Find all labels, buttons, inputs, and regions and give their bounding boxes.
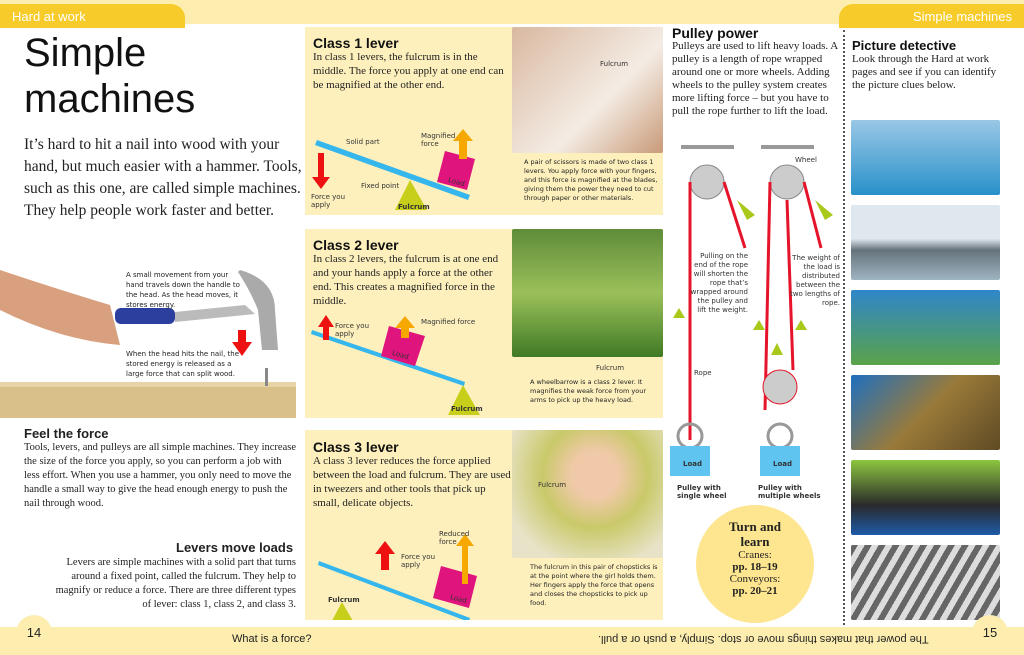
label-fulcrum: Fulcrum: [398, 203, 430, 211]
page-number-left: 14: [16, 615, 52, 651]
clue-photo-4: [851, 375, 1000, 450]
label-force-apply: Force you apply: [335, 322, 370, 338]
label-force-apply: Force you apply: [311, 193, 346, 209]
label-load-1: Load: [683, 460, 703, 468]
label-load-2: Load: [773, 460, 793, 468]
caption-single-wheel: Pulley with single wheel: [677, 484, 727, 500]
class3-heading: Class 3 lever: [313, 439, 399, 455]
title-line-2: machines: [24, 77, 196, 121]
label-fixed-point: Fixed point: [361, 182, 400, 190]
class1-text: In class 1 levers, the fulcrum is in the middle. The force you apply at one end can be magnified at the other end.: [313, 51, 504, 91]
label-force-apply: Force you apply: [401, 553, 436, 569]
hammer-caption-1: A small movement from your hand travels down the handle to the head. As the head moves, it stores energy.: [126, 271, 240, 309]
label-load: Load: [391, 348, 410, 362]
chopsticks-photo: [512, 430, 663, 558]
clue-photo-5: [851, 460, 1000, 535]
clue-photo-1: [851, 120, 1000, 195]
intro-text: It’s hard to hit a nail into wood with your hand, but much easier with a hammer. Tools, such as this one, are called simple machines. They help people work faster and better.: [24, 136, 302, 219]
page-number-right: 15: [972, 615, 1008, 651]
turn-pages-1: pp. 18–19: [732, 561, 778, 573]
turn-label-2: Conveyors:: [729, 573, 781, 585]
label-load: Load: [447, 175, 466, 189]
dotted-divider: [843, 30, 845, 625]
label-wheel: Wheel: [795, 156, 817, 164]
levers-text: Levers are simple machines with a solid part that turns around a fixed point, called the fulcrum. They help to magnify or reduce a force. There are three different types of lever: class 1, class 2, and class 3.: [55, 557, 296, 610]
pulley-text: Pulleys are used to lift heavy loads. A pulley is a length of rope wrapped around one or more wheels. Adding wheels to the pulley system creates more lifting force – but you have to pull the rope further to lift the load.: [672, 40, 838, 117]
feel-force-text: Tools, levers, and pulleys are all simple machines. They increase the size of the force you apply, so you can perform a job with less effort. When you use a hammer, you only need to move the handle a small way to give the head enough energy to push the nail through wood.: [24, 442, 296, 509]
label-solid-part: Solid part: [346, 138, 380, 146]
turn-and-learn-badge: [696, 505, 814, 623]
wheelbarrow-caption: A wheelbarrow is a class 2 lever. It magnifies the weak force from your arms to pick up the heavy load.: [530, 378, 647, 404]
scissors-photo: [512, 27, 663, 153]
label-reduced-force: Reduced force: [439, 530, 470, 546]
label-fulcrum: Fulcrum: [451, 405, 483, 413]
pulley-heading: Pulley power: [672, 25, 759, 41]
class2-heading: Class 2 lever: [313, 237, 399, 253]
class3-diagram: [305, 530, 515, 620]
class1-heading: Class 1 lever: [313, 35, 399, 51]
levers-heading: Levers move loads: [176, 540, 294, 555]
clue-photo-3: [851, 290, 1000, 365]
class2-text: In class 2 levers, the fulcrum is at one end and your hands apply a force at the other end. This creates a magnified force in the middle.: [313, 253, 499, 307]
label-fulcrum: Fulcrum: [328, 596, 360, 604]
title-line-1: Simple: [24, 31, 147, 75]
photo-label-fulcrum: Fulcrum: [600, 60, 629, 68]
caption-multiple-wheels: Pulley with multiple wheels: [758, 484, 821, 500]
photo-label-fulcrum: Fulcrum: [538, 481, 567, 489]
turn-label-1: Cranes:: [738, 549, 772, 561]
clue-photo-2: [851, 205, 1000, 280]
feel-force-heading: Feel the force: [24, 426, 109, 441]
clue-photo-6: [851, 545, 1000, 620]
label-rope: Rope: [694, 369, 712, 377]
wheelbarrow-photo: [512, 229, 663, 357]
turn-title: Turn and learn: [729, 519, 781, 549]
pulley-note-2: The weight of the load is distributed between the two lengths of rope.: [790, 254, 840, 307]
detective-text: Look through the Hard at work pages and see if you can identify the picture clues below.: [852, 53, 997, 91]
turn-pages-2: pp. 20–21: [732, 585, 778, 597]
label-magnified-force: Magnified force: [421, 318, 476, 326]
label-magnified-force: Magnified force: [421, 132, 456, 148]
page-title: [24, 30, 195, 122]
scissors-caption: A pair of scissors is made of two class 1 levers. You apply force with your fingers, and this force is magnified at the blades, giving them the power they need to cut through paper or other materials.: [524, 158, 658, 202]
chopsticks-caption: The fulcrum in this pair of chopsticks is at the point where the girl holds them. Her fingers apply the force that opens and closes the chopsticks to pick up food.: [530, 563, 658, 607]
section-tab-right: Simple machines: [839, 4, 1024, 28]
label-load: Load: [449, 592, 468, 606]
detective-heading: Picture detective: [852, 38, 957, 53]
photo-label-fulcrum: Fulcrum: [596, 364, 625, 372]
section-tab-left: Hard at work: [0, 4, 185, 28]
footer-question: What is a force?: [232, 633, 312, 645]
hammer-caption-2: When the head hits the nail, the stored energy is released as a large force that can split wood.: [126, 350, 240, 378]
pulley-note-1: Pulling on the end of the rope will shorten the rope that’s wrapped around the pulley and lift the weight.: [690, 252, 748, 314]
footer-answer-upside-down: The power that makes things move or stop. Simply, a push or a pull.: [598, 633, 929, 645]
class3-text: A class 3 lever reduces the force applied between the load and fulcrum. They are used in tweezers and other tools that pick up small, delicate objects.: [313, 455, 511, 509]
